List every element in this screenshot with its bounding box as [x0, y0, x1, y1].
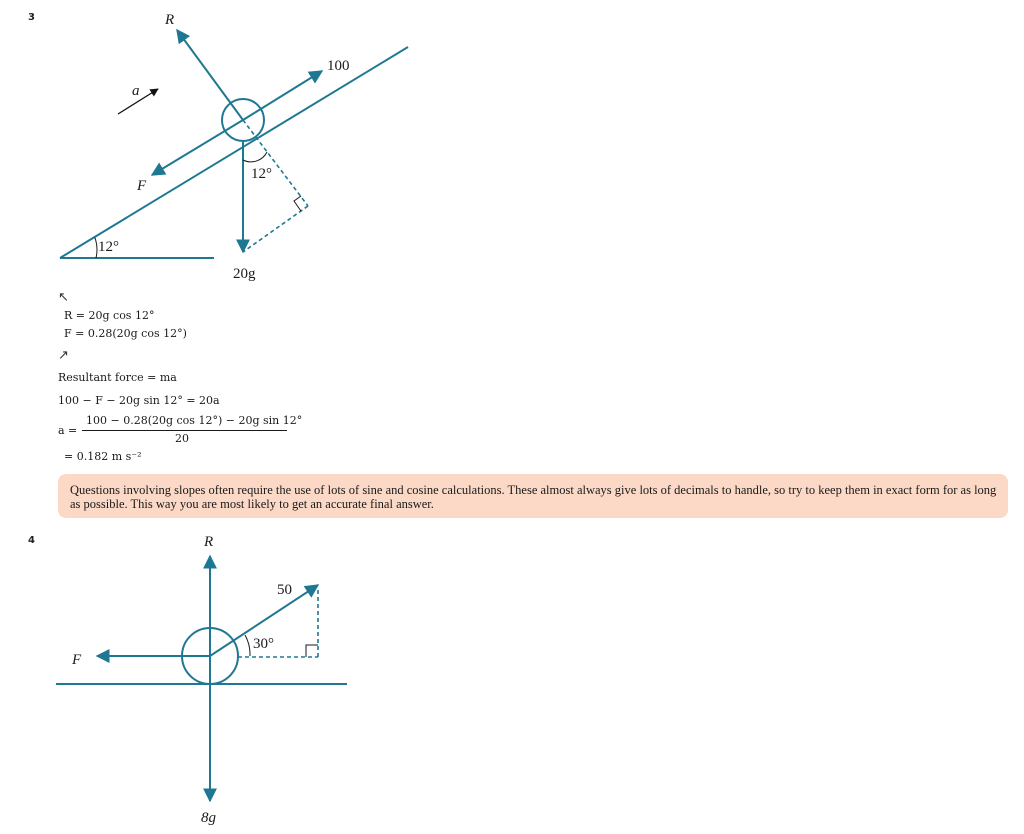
label-a: a: [132, 83, 140, 99]
parallel-direction-arrow: ↗: [58, 348, 69, 363]
tip-box: [58, 474, 1008, 518]
fraction-bar: [82, 430, 287, 431]
label-F: F: [137, 178, 147, 194]
fraction-numerator: 100 − 0.28(20g cos 12°) − 20g sin 12°: [86, 414, 303, 427]
a-equals: a =: [58, 424, 78, 437]
question-number-4: 4: [28, 535, 35, 546]
perpendicular-direction-arrow: ↖: [58, 290, 69, 305]
force-F-arrow: [152, 120, 243, 175]
label-50: 50: [277, 582, 292, 598]
resultant-force-line: Resultant force = ma: [58, 371, 177, 384]
label-100: 100: [327, 58, 350, 74]
right-angle-mark-q4: [306, 645, 318, 657]
force-100-arrow: [243, 71, 322, 120]
acceleration-result: = 0.182 m s⁻²: [64, 450, 142, 463]
label-12-base: 12°: [98, 239, 119, 255]
component-perp-dashed: [243, 120, 308, 206]
label-30: 30°: [253, 636, 274, 652]
fraction-denominator: 20: [175, 432, 189, 445]
right-angle-mark: [294, 196, 301, 211]
incline-line: [60, 47, 408, 258]
acceleration-fraction: [58, 412, 303, 448]
equation-of-motion: 100 − F − 20g sin 12° = 20a: [58, 394, 220, 407]
label-8g: 8g: [201, 810, 216, 826]
base-angle-arc: [95, 237, 97, 258]
label-12-inner: 12°: [251, 166, 272, 182]
q3-diagram: [60, 12, 408, 282]
component-para-dashed: [243, 206, 308, 252]
label-R: R: [165, 12, 175, 28]
equation-R: R = 20g cos 12°: [64, 309, 155, 322]
force-R-arrow: [177, 30, 243, 120]
q4-diagram: [56, 534, 347, 826]
label-20g: 20g: [233, 266, 256, 282]
label-F-q4: F: [72, 652, 82, 668]
question-number-3: 3: [28, 12, 35, 23]
equation-F: F = 0.28(20g cos 12°): [64, 327, 187, 340]
label-R-q4: R: [204, 534, 214, 550]
inner-angle-arc: [243, 152, 267, 162]
angle-arc-30: [245, 635, 250, 656]
tip-text: Questions involving slopes often require the use of lots of sine and cosine calculations. These almost always give lots of decimals to handle, so try to keep them in exact form for as long as possible. This way you are most likely to get an accurate final answer.: [70, 483, 997, 511]
